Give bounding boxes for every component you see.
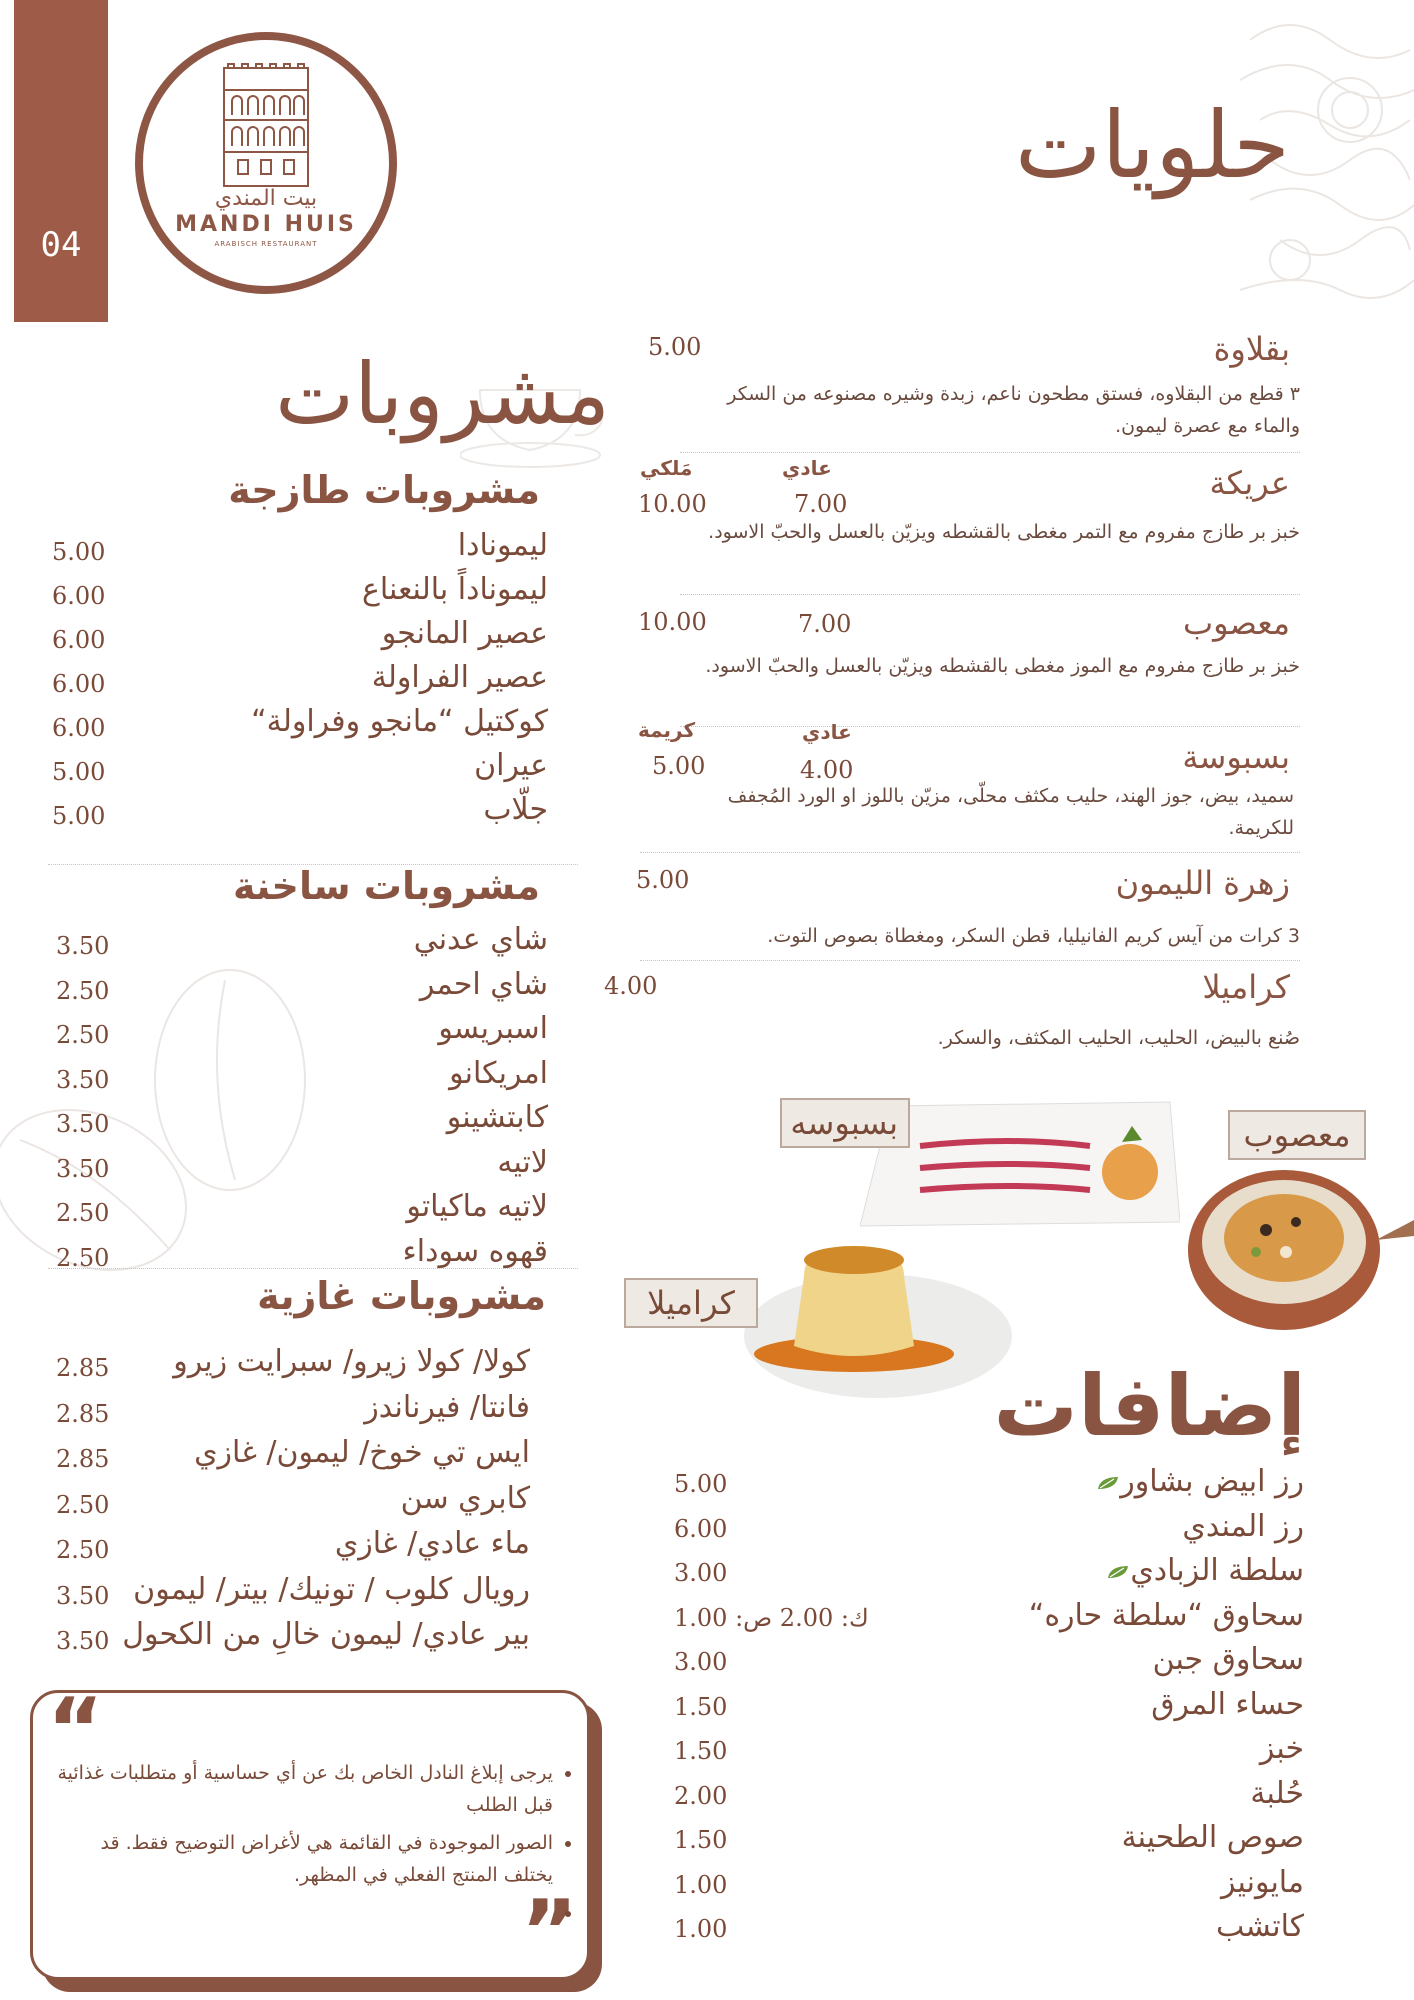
dessert-description: خبز بر طازج مفروم مع الموز مغطى بالقشطه ويزيّن بالعسل والحبّ الاسود.: [705, 655, 1300, 677]
notice-item: • الصور الموجودة في القائمة هي لأغراض التوضيح فقط. قد يختلف المنتج الفعلي في المظهر.: [53, 1827, 553, 1891]
drink-name: [110, 1617, 530, 1652]
drink-name: [128, 704, 548, 739]
addon-label: صوص الطحينة: [1121, 1820, 1304, 1855]
drink-label: كابري سن: [400, 1480, 530, 1516]
addon-price: 3.00: [674, 1648, 728, 1676]
dessert-description: ٣ قطع من البقلاوه، فستق مطحون ناعم، زبدة وشيره مصنوعه من السكر والماء مع عصرة ليمون.: [727, 383, 1300, 437]
drink-label: كابتشينو: [446, 1100, 548, 1135]
logo-english-name: MANDI HUIS: [175, 212, 357, 237]
addon-price: ك: 2.00 ص: 1.00: [674, 1603, 869, 1632]
drink-name: [128, 748, 548, 783]
restaurant-logo: [135, 32, 397, 294]
dessert-price-regular: 7.00: [794, 490, 848, 518]
drink-label: فانتا/ فيرناندز: [364, 1389, 530, 1425]
drink-label: عصير المانجو: [381, 616, 548, 651]
page-number: 04: [40, 225, 82, 265]
drink-name: [110, 1344, 530, 1379]
drink-label: عصير الفراولة: [371, 660, 548, 695]
fresh-drinks-title: مشروبات طازجة: [228, 468, 540, 512]
addon-label: رز ابيض بشاور: [1120, 1464, 1304, 1499]
drink-name: [110, 1481, 530, 1516]
drinks-title: مشروبات: [275, 345, 610, 443]
drink-label: جلّاب: [483, 792, 548, 827]
addon-price: 1.50: [674, 1826, 728, 1854]
addon-price: 5.00: [674, 1470, 728, 1498]
drink-name: [128, 967, 548, 1002]
photo-label-basbousa: بسبوسه: [780, 1098, 910, 1148]
drink-label: كولا/ كولا زيرو/ سبرايت زيرو: [173, 1344, 530, 1379]
option-label-regular: عادي: [802, 720, 852, 744]
photo-label-masoub: معصوب: [1228, 1110, 1366, 1160]
addons-title: إضافات: [993, 1357, 1306, 1455]
drink-price: 3.50: [56, 932, 110, 960]
drink-price: 5.00: [52, 758, 106, 786]
drink-label: عيران: [474, 748, 548, 783]
option-label-regular: عادي: [782, 456, 832, 480]
drink-price: 2.50: [56, 1536, 110, 1564]
notice-list: [53, 1757, 581, 1929]
dessert-name: بسبوسة: [1182, 738, 1290, 776]
drink-price: 2.50: [56, 1490, 110, 1519]
addon-name: [904, 1909, 1304, 1944]
addon-price: 1.50: [674, 1692, 728, 1721]
drink-price: 3.50: [56, 1581, 110, 1610]
addon-name: [904, 1553, 1304, 1588]
drink-label: بير عادي/ ليمون خالِ من الكحول: [122, 1617, 530, 1652]
drink-price: 5.00: [52, 538, 106, 566]
drink-price: 2.50: [56, 1243, 110, 1272]
drink-label: اسبريسو: [438, 1011, 548, 1046]
drink-price: 3.50: [56, 1154, 110, 1183]
notice-item: • يرجى إبلاغ النادل الخاص بك عن أي حساسية أو متطلبات غذائية قبل الطلب: [53, 1757, 553, 1821]
drink-price: 2.50: [56, 1199, 110, 1227]
logo-subtitle: ARABISCH RESTAURANT: [214, 240, 318, 248]
drink-label: امريكانو: [449, 1055, 548, 1091]
addon-label: مايونيز: [1220, 1864, 1304, 1900]
addon-name: [904, 1642, 1304, 1677]
close-quote-mark: ”: [521, 1882, 578, 1982]
addon-price: 3.00: [674, 1559, 728, 1587]
drink-name: [110, 1526, 530, 1561]
dessert-description: 3 كرات من آيس كريم الفانيليا، قطن السكر، ومغطاة بصوص التوت.: [767, 925, 1300, 947]
dessert-price: 4.00: [604, 972, 658, 1000]
drink-label: كوكتيل “مانجو وفراولة“: [251, 704, 548, 739]
addon-price: 2.00: [674, 1781, 728, 1810]
dessert-name: بقلاوة: [1213, 330, 1290, 368]
drink-name: [128, 1145, 548, 1180]
addon-price: 1.00: [674, 1915, 728, 1943]
addon-label: رز المندي: [1182, 1508, 1304, 1544]
soft-drinks-title: مشروبات غازية: [257, 1274, 546, 1318]
drink-price: 3.50: [56, 1627, 110, 1655]
option-label-cream: كريمة: [638, 718, 696, 742]
dessert-description: صُنع بالبيض، الحليب، الحليب المكثف، والسكر.: [937, 1027, 1300, 1049]
drink-name: [128, 1011, 548, 1046]
drink-price: 6.00: [52, 626, 106, 654]
drink-name: [128, 1189, 548, 1224]
drink-name: [128, 1100, 548, 1135]
drink-price: 3.50: [56, 1065, 110, 1094]
drink-name: [128, 660, 548, 695]
drink-price: 3.50: [56, 1110, 110, 1138]
building-icon: [206, 60, 326, 190]
addon-name: [904, 1598, 1304, 1633]
notice-item-empty: [53, 1897, 553, 1929]
addon-name: [904, 1687, 1304, 1722]
dessert-price-royal: 10.00: [638, 490, 707, 518]
dessert-name: عريكة: [1209, 464, 1290, 502]
drink-name: [128, 1234, 548, 1269]
drink-label: رويال كلوب / تونيك/ بيتر/ ليمون: [133, 1571, 530, 1607]
drink-price: 6.00: [52, 582, 106, 610]
masoub-photo: [1186, 1160, 1414, 1332]
drink-price: 2.50: [56, 976, 110, 1005]
drink-label: قهوه سوداء: [402, 1233, 548, 1269]
drink-price: 6.00: [52, 670, 106, 698]
drink-price: 2.85: [56, 1399, 110, 1428]
drink-label: لاتيه: [497, 1144, 548, 1180]
drink-name: [110, 1435, 530, 1470]
drink-label: شاي احمر: [419, 966, 548, 1002]
photo-label-caramel: كراميلا: [624, 1278, 758, 1328]
addon-label: حساء المرق: [1151, 1686, 1304, 1722]
dessert-price-regular: 7.00: [798, 610, 852, 638]
allergy-notice-box: [30, 1680, 590, 1982]
dessert-description: سميد، بيض، جوز الهند، حليب مكثف محلّى، مزيّن باللوز او الورد المُجفف للكريمة.: [727, 785, 1294, 839]
addon-name: [904, 1776, 1304, 1811]
drink-label: شاي عدني: [413, 922, 548, 957]
dessert-name: كراميلا: [1202, 968, 1290, 1006]
drink-label: لاتيه ماكياتو: [406, 1189, 548, 1224]
drink-price: 5.00: [52, 802, 106, 830]
dessert-price-cream: 5.00: [652, 752, 706, 780]
addon-name: [904, 1865, 1304, 1900]
dessert-price: 5.00: [636, 866, 690, 894]
drink-name: [110, 1572, 530, 1607]
addon-price: 6.00: [674, 1514, 728, 1543]
drink-name: [128, 792, 548, 827]
drink-label: ليموناداً بالنعناع: [361, 572, 548, 607]
dessert-name: زهرة الليمون: [1115, 864, 1290, 902]
addon-label: سحاوق “سلطة حاره“: [1028, 1597, 1304, 1633]
addon-label: حُلبة: [1250, 1775, 1304, 1811]
drink-label: ماء عادي/ غازي: [334, 1526, 530, 1561]
addon-label: كاتشب: [1216, 1909, 1304, 1944]
addon-label: سحاوق جبن: [1152, 1642, 1304, 1677]
logo-arabic-name: بيت المندي: [214, 186, 318, 211]
divider: [48, 1268, 578, 1269]
desserts-title: حلويات: [1014, 92, 1290, 199]
divider: [640, 852, 1300, 853]
hot-drinks-title: مشروبات ساخنة: [233, 864, 540, 908]
addon-name: [904, 1509, 1304, 1544]
dessert-price-royal: 10.00: [638, 608, 707, 636]
addon-label: سلطة الزبادي: [1130, 1553, 1304, 1588]
divider: [640, 960, 1300, 961]
addon-name: [904, 1731, 1304, 1766]
vegan-leaf-icon: [1106, 1564, 1130, 1580]
option-label-royal: مَلكي: [640, 456, 693, 480]
drink-name: [128, 1056, 548, 1091]
dessert-description: خبز بر طازج مفروم مع التمر مغطى بالقشطه ويزيّن بالعسل والحبّ الاسود.: [708, 521, 1300, 543]
addon-label: خبز: [1259, 1731, 1304, 1766]
dessert-price-regular: 4.00: [800, 756, 854, 784]
drink-price: 6.00: [52, 714, 106, 742]
drink-label: ايس تي خوخ/ ليمون/ غازي: [194, 1435, 530, 1470]
drink-price: 2.50: [56, 1021, 110, 1049]
divider: [680, 726, 1300, 727]
addon-price: 1.00: [674, 1870, 728, 1899]
dessert-name: معصوب: [1183, 604, 1290, 642]
drink-name: [128, 616, 548, 651]
divider: [680, 594, 1300, 595]
drink-name: [128, 528, 548, 563]
drink-label: ليمونادا: [457, 528, 548, 563]
drink-price: 2.85: [56, 1354, 110, 1382]
drink-price: 2.85: [56, 1445, 110, 1473]
drink-name: [128, 922, 548, 957]
dessert-price: 5.00: [648, 333, 702, 361]
drink-name: [110, 1390, 530, 1425]
drink-name: [128, 572, 548, 607]
addon-name: [904, 1820, 1304, 1855]
addon-price: 1.50: [674, 1737, 728, 1765]
divider: [680, 452, 1300, 453]
open-quote-mark: “: [47, 1680, 104, 1780]
addon-name: [904, 1464, 1304, 1499]
vegan-leaf-icon: [1096, 1475, 1120, 1491]
page-number-bar: [14, 0, 108, 322]
